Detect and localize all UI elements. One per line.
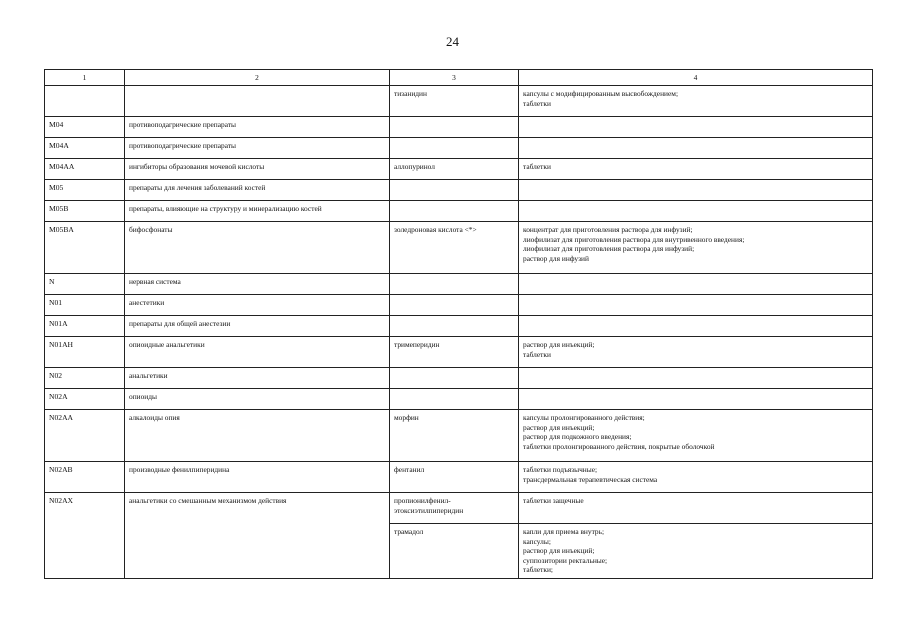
atc-group-cell (125, 159, 390, 180)
drug-name-cell (390, 180, 519, 201)
atc-code-cell (45, 138, 125, 159)
atc-group-cell (125, 295, 390, 316)
cell-text: анальгетики со смешанным механизмом действия (129, 496, 287, 505)
cell-text: M04AA (49, 162, 75, 171)
atc-group-cell (125, 337, 390, 368)
cell-text: N (49, 277, 55, 286)
cell-text: M04 (49, 120, 64, 129)
table-row (45, 462, 873, 493)
drug-list-table (44, 69, 873, 579)
cell-text: противоподагрические препараты (129, 141, 237, 150)
dosage-forms-cell (519, 159, 873, 180)
cell-text: таблетки подъязычные; (523, 465, 598, 474)
drug-name-cell (390, 389, 519, 410)
atc-group-cell (125, 389, 390, 410)
cell-text: раствор для подкожного введения; (523, 432, 632, 442)
dosage-forms-cell (519, 295, 873, 316)
cell-text: раствор для инъекций; (523, 546, 595, 556)
column-header: 1 (45, 70, 125, 86)
table-row (45, 222, 873, 274)
atc-group-cell (125, 462, 390, 493)
atc-code-cell (45, 462, 125, 493)
cell-text: таблетки (523, 162, 551, 171)
cell-text: N02 (49, 371, 63, 380)
table-row (45, 201, 873, 222)
drug-name-cell (390, 462, 519, 493)
cell-text: N01A (49, 319, 68, 328)
cell-text: N02AA (49, 413, 74, 422)
drug-name-cell (390, 159, 519, 180)
atc-group-cell (125, 316, 390, 337)
cell-text: таблетки (523, 349, 551, 359)
dosage-forms-cell (519, 117, 873, 138)
atc-code-cell (45, 389, 125, 410)
cell-text: опиоиды (129, 392, 157, 401)
cell-text: раствор для инъекций; (523, 340, 595, 349)
table-row (45, 295, 873, 316)
cell-text: пропионилфенил- (394, 496, 451, 505)
cell-text: раствор для инъекций; (523, 422, 595, 432)
table-row (45, 138, 873, 159)
drug-name-cell (390, 117, 519, 138)
cell-text: нервная система (129, 277, 181, 286)
column-header: 4 (519, 70, 873, 86)
cell-text: суппозитории ректальные; (523, 555, 608, 565)
atc-code-cell (45, 493, 125, 579)
cell-text: лиофилизат для приготовления раствора для внутривенного введения; (523, 234, 745, 244)
drug-name-cell (390, 86, 519, 117)
drug-name-cell (390, 524, 519, 579)
atc-group-cell (125, 86, 390, 117)
cell-text: M05 (49, 183, 64, 192)
atc-code-cell (45, 201, 125, 222)
page-number: 24 (446, 34, 459, 49)
table-row (45, 368, 873, 389)
cell-text: N02AX (49, 496, 74, 505)
cell-text: M04A (49, 141, 69, 150)
cell-text: N01 (49, 298, 63, 307)
table-row (45, 316, 873, 337)
cell-text: этоксиэтилпиперидин (394, 505, 464, 515)
cell-text: таблетки защечные (523, 496, 584, 505)
atc-code-cell (45, 295, 125, 316)
dosage-forms-cell (519, 524, 873, 579)
cell-text: производные фенилпиперидина (129, 465, 230, 474)
atc-group-cell (125, 274, 390, 295)
cell-text: капсулы с модифицированным высвобождением; (523, 89, 678, 98)
atc-code-cell (45, 222, 125, 274)
drug-name-cell (390, 274, 519, 295)
column-header: 3 (390, 70, 519, 86)
drug-name-cell (390, 493, 519, 524)
dosage-forms-cell (519, 389, 873, 410)
atc-group-cell (125, 201, 390, 222)
cell-text: раствор для инфузий (523, 253, 589, 263)
dosage-forms-cell (519, 493, 873, 524)
table-row (45, 389, 873, 410)
dosage-forms-cell (519, 462, 873, 493)
cell-text: золедроновая кислота <*> (394, 225, 477, 234)
dosage-forms-cell (519, 86, 873, 117)
cell-text: N02AB (49, 465, 73, 474)
cell-text: анестетики (129, 298, 165, 307)
cell-text: N01AH (49, 340, 74, 349)
drug-name-cell (390, 368, 519, 389)
cell-text: морфин (394, 413, 419, 422)
atc-code-cell (45, 159, 125, 180)
cell-text: алкалоиды опия (129, 413, 180, 422)
table-row (45, 117, 873, 138)
atc-group-cell (125, 368, 390, 389)
column-header: 2 (125, 70, 390, 86)
cell-text: препараты, влияющие на структуру и минерализацию костей (129, 204, 322, 213)
cell-text: таблетки пролонгированного действия, покрытые оболочкой (523, 441, 715, 451)
drug-name-cell (390, 337, 519, 368)
atc-code-cell (45, 410, 125, 462)
cell-text: опиоидные анальгетики (129, 340, 205, 349)
cell-text: препараты для общей анестезии (129, 319, 231, 328)
atc-group-cell (125, 222, 390, 274)
drug-name-cell (390, 201, 519, 222)
drug-name-cell (390, 410, 519, 462)
table-row (45, 410, 873, 462)
atc-group-cell (125, 410, 390, 462)
cell-text: анальгетики (129, 371, 168, 380)
cell-text: M05B (49, 204, 69, 213)
atc-code-cell (45, 117, 125, 138)
cell-text: ингибиторы образования мочевой кислоты (129, 162, 265, 171)
table-row (45, 159, 873, 180)
atc-code-cell (45, 337, 125, 368)
dosage-forms-cell (519, 337, 873, 368)
dosage-forms-cell (519, 138, 873, 159)
cell-text: трансдермальная терапевтическая система (523, 474, 658, 484)
table-row (45, 180, 873, 201)
cell-text: концентрат для приготовления раствора для инфузий; (523, 225, 693, 234)
dosage-forms-cell (519, 201, 873, 222)
cell-text: лиофилизат для приготовления раствора для инфузий; (523, 244, 695, 254)
drug-name-cell (390, 138, 519, 159)
cell-text: M05BA (49, 225, 74, 234)
atc-code-cell (45, 368, 125, 389)
drug-name-cell (390, 316, 519, 337)
cell-text: капсулы; (523, 536, 551, 546)
cell-text: тизанидин (394, 89, 427, 98)
atc-group-cell (125, 138, 390, 159)
cell-text: капсулы пролонгированного действия; (523, 413, 645, 422)
dosage-forms-cell (519, 180, 873, 201)
dosage-forms-cell (519, 222, 873, 274)
dosage-forms-cell (519, 368, 873, 389)
atc-code-cell (45, 86, 125, 117)
table-body (45, 86, 873, 579)
cell-text: таблетки (523, 98, 551, 108)
cell-text: фентанил (394, 465, 425, 474)
atc-code-cell (45, 180, 125, 201)
cell-text: трамадол (394, 527, 424, 536)
table-row (45, 337, 873, 368)
drug-name-cell (390, 295, 519, 316)
cell-text: противоподагрические препараты (129, 120, 237, 129)
table-header-row (45, 70, 873, 86)
cell-text: препараты для лечения заболеваний костей (129, 183, 266, 192)
table-row (45, 274, 873, 295)
cell-text: бифосфонаты (129, 225, 173, 234)
atc-code-cell (45, 274, 125, 295)
cell-text: N02A (49, 392, 68, 401)
atc-code-cell (45, 316, 125, 337)
atc-group-cell (125, 180, 390, 201)
table-row (45, 86, 873, 117)
dosage-forms-cell (519, 274, 873, 295)
cell-text: капли для приема внутрь; (523, 527, 605, 536)
drug-name-cell (390, 222, 519, 274)
atc-group-cell (125, 493, 390, 579)
atc-group-cell (125, 117, 390, 138)
dosage-forms-cell (519, 410, 873, 462)
dosage-forms-cell (519, 316, 873, 337)
cell-text: тримеперидин (394, 340, 440, 349)
cell-text: таблетки; (523, 565, 553, 575)
cell-text: аллопуринол (394, 162, 435, 171)
table-row (45, 493, 873, 524)
